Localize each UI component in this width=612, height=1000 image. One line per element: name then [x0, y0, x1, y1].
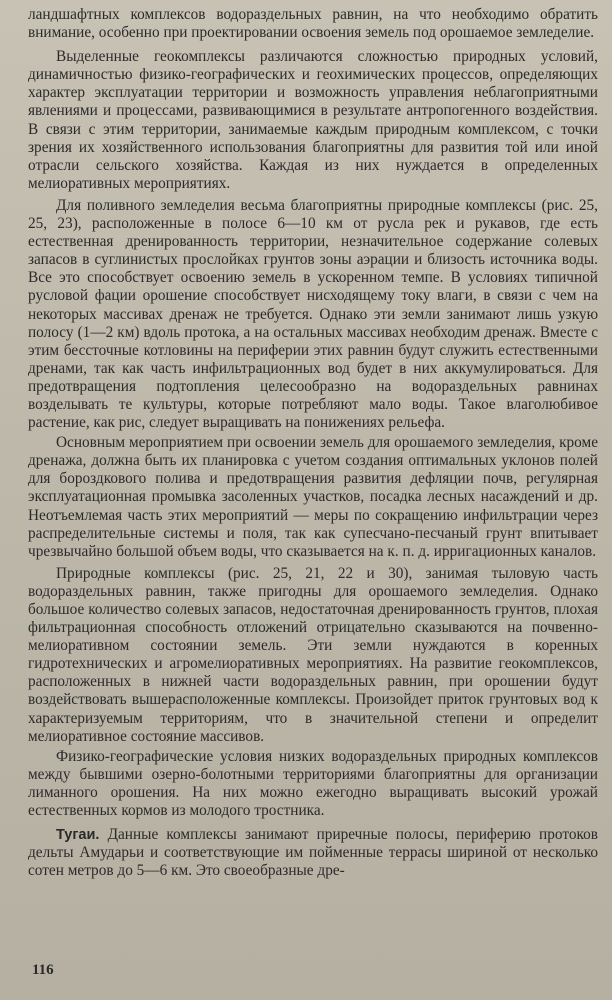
paragraph-natural-complexes: Природные комплексы (рис. 25, 21, 22 и 30), занимая тыловую часть водораздельных равнин, также пригодны для орошаемого земледелия. Однако большое количество солевых запасов, недостаточная дренированность грунтов, плохая фильтрационная способность отложений отрицательно сказываются на почвенно-мелиоративном состоянии земель. Эти земли нуждаются в коренных гидротехнических и агромелиоративных мероприятиях. На развитие геокомплексов, расположенных в нижней части водораздельных равнин, при орошении будут воздействовать вышерасположенные комплексы. Произойдет приток грунтовых вод к характеризуемым территориям, что в значительной степени и определит мелиоративное состояние массивов.	[28, 564, 598, 745]
paragraph-tugai	[28, 826, 598, 880]
paragraph-continuation: ландшафтных комплексов водораздельных равнин, на что необходимо обратить внимание, особенно при проектировании освоения земель под орошаемое земледелие.	[28, 6, 598, 42]
paragraph-irrigated-farming: Для поливного земледелия весьма благоприятны природные комплексы (рис. 25, 25, 23), расположенные в полосе 6—10 км от русла рек и рукавов, где есть естественная дренированность территории, незначительное содержание солевых запасов в суглинистых прослойках грунтов зоны аэрации и близость источника воды. Все это способствует освоению земель в ускоренном темпе. В условиях типичной русловой фации орошение способствует нисходящему току влаги, в связи с чем на некоторых массивах дренаж не требуется. Однако эти земли занимают лишь узкую полосу (1—2 км) вдоль протока, а на остальных массивах необходим дренаж. Вместе с этим бессточные котловины на периферии этих равнин будут служить естественными дренами, так как часть инфильтрационных вод будет в них аккумулироваться. Для предотвращения подтопления целесообразно на водораздельных равнинах возделывать те культуры, которые потребляют мало воды. Такое влаголюбивое растение, как рис, следует выращивать на понижениях рельефа.	[28, 196, 598, 432]
page-number: 116	[32, 962, 54, 978]
paragraph-estuary-irrigation: Физико-географические условия низких водораздельных природных комплексов между бывшими озерно-болотными территориями благоприятны для организации лиманного орошения. На них можно ежегодно выращивать высокий урожай естественных кормов из молодого тростника.	[28, 747, 598, 820]
paragraph-main-measures: Основным мероприятием при освоении земель для орошаемого земледелия, кроме дренажа, должна быть их планировка с учетом создания оптимальных уклонов полей для бороздкового полива и предотвращения развития дефляции почв, регулярная эксплуатационная промывка засоленных участков, посадка лесных насаждений и др. Неотъемлемая часть этих мероприятий — меры по сокращению инфильтрации через распределительные системы и поля, так как супесчано-песчаный грунт впитывает чрезвычайно большой объем воды, что сказывается на к. п. д. ирригационных каналов.	[28, 434, 598, 560]
section-lead-tugai: Тугаи.	[56, 827, 100, 844]
paragraph-tugai-text: Данные комплексы занимают приречные полосы, периферию протоков дельты Амударьи и соответствующие им пойменные террасы шириной от несколько сотен метров до 5—6 км. Это своеобразные дре-	[28, 826, 598, 880]
paragraph-geocomplexes: Выделенные геокомплексы различаются сложностью природных условий, динамичностью физико-географических и геохимических процессов, определяющих характер эксплуатации территории и возможность управления неблагоприятными явлениями и процессами, развивающимися в результате антропогенного воздействия. В связи с этим территории, занимаемые каждым природным комплексом, с точки зрения их хозяйственного использования благоприятны для развития той или иной отрасли сельского хозяйства. Каждая из них нуждается в определенных мелиоративных мероприятиях.	[28, 48, 598, 192]
